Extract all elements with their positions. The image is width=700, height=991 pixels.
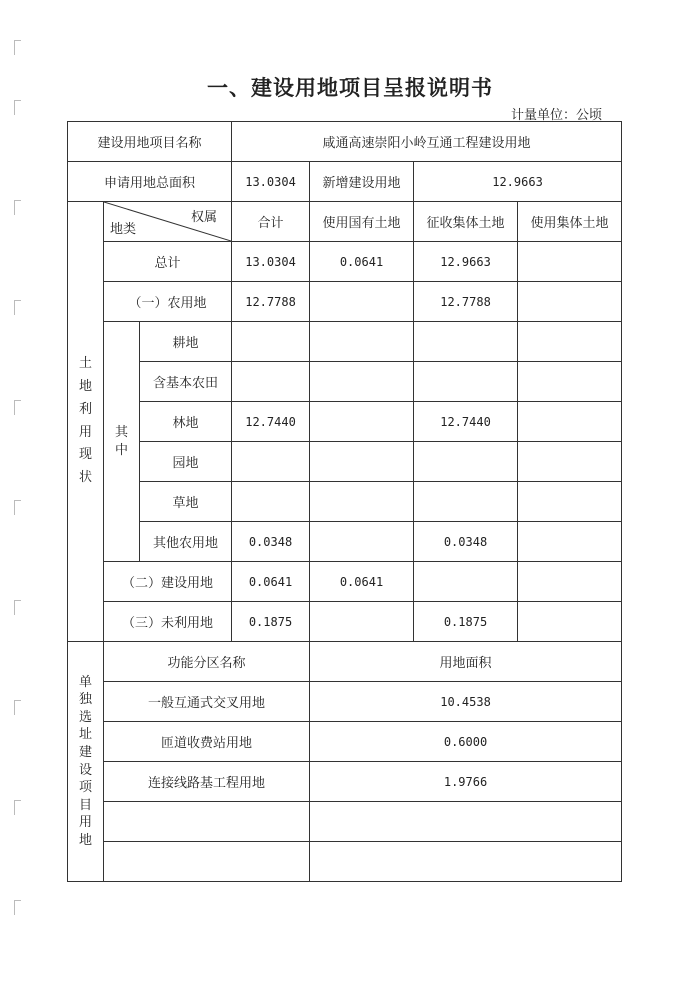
cell-collective-expropriated: 0.1875 (414, 602, 518, 642)
new-construction-label: 新增建设用地 (310, 162, 414, 202)
zone-area (310, 802, 622, 842)
zone-area: 0.6000 (310, 722, 622, 762)
table-row (68, 802, 622, 842)
document-title: 一、建设用地项目呈报说明书 (207, 76, 493, 100)
cell-total: 0.1875 (232, 602, 310, 642)
project-name-row (68, 122, 622, 162)
new-construction-value: 12.9663 (414, 162, 622, 202)
table-row (68, 282, 622, 322)
table-row (68, 762, 622, 802)
row-label: （一）农用地 (104, 282, 232, 322)
cell-state-owned (310, 482, 414, 522)
header-ownership-label: 权属 (191, 210, 218, 225)
table-row (68, 242, 622, 282)
cell-collective-used (518, 522, 622, 562)
cell-collective-expropriated (414, 442, 518, 482)
standalone-vertical-text: 单 独 选 址 建 设 项 目 用 地 (78, 674, 92, 848)
cell-collective-expropriated (414, 362, 518, 402)
cell-state-owned (310, 442, 414, 482)
cell-state-owned: 0.0641 (310, 242, 414, 282)
cell-collective-expropriated (414, 482, 518, 522)
cell-state-owned (310, 282, 414, 322)
row-label: （二）建设用地 (104, 562, 232, 602)
cell-total: 12.7440 (232, 402, 310, 442)
row-label: 耕地 (140, 322, 232, 362)
cell-collective-used (518, 322, 622, 362)
row-label: 总计 (104, 242, 232, 282)
header-diagonal-cell (104, 202, 232, 242)
table-row (68, 562, 622, 602)
row-label: 园地 (140, 442, 232, 482)
row-label: 草地 (140, 482, 232, 522)
total-area-row (68, 162, 622, 202)
table-row (68, 482, 622, 522)
table-row (68, 442, 622, 482)
cell-state-owned (310, 362, 414, 402)
function-zone-header: 功能分区名称 (104, 642, 310, 682)
cell-collective-used (518, 602, 622, 642)
header-landtype-label: 地类 (110, 222, 137, 237)
project-name-label: 建设用地项目名称 (68, 122, 232, 162)
cell-collective-expropriated (414, 562, 518, 602)
table-row (68, 722, 622, 762)
row-label: 含基本农田 (140, 362, 232, 402)
cell-collective-expropriated: 12.7788 (414, 282, 518, 322)
cell-collective-expropriated: 12.9663 (414, 242, 518, 282)
total-area-label: 申请用地总面积 (68, 162, 232, 202)
cell-total (232, 482, 310, 522)
cell-collective-expropriated (414, 322, 518, 362)
cell-state-owned (310, 602, 414, 642)
zone-name (104, 802, 310, 842)
table-row (68, 322, 622, 362)
project-name-value: 咸通高速崇阳小岭互通工程建设用地 (232, 122, 622, 162)
land-area-header: 用地面积 (310, 642, 622, 682)
cell-total (232, 322, 310, 362)
row-label: （三）未利用地 (104, 602, 232, 642)
table-row (68, 402, 622, 442)
table-row (68, 682, 622, 722)
cell-collective-used (518, 402, 622, 442)
zone-name: 一般互通式交叉用地 (104, 682, 310, 722)
binding-marks (14, 40, 22, 960)
cell-total: 12.7788 (232, 282, 310, 322)
zone-area (310, 842, 622, 882)
unit-label: 计量单位：公顷 (510, 108, 602, 123)
col-header-collective-expropriated: 征收集体土地 (414, 202, 518, 242)
cell-collective-used (518, 282, 622, 322)
col-header-state-owned: 使用国有土地 (310, 202, 414, 242)
standalone-section-label (68, 642, 104, 882)
cell-collective-used (518, 562, 622, 602)
cell-collective-expropriated: 12.7440 (414, 402, 518, 442)
land-use-vertical-text: 土 地 利 用 现 状 (78, 356, 92, 485)
cell-collective-expropriated: 0.0348 (414, 522, 518, 562)
qizhong-label (104, 322, 140, 562)
report-table (67, 121, 622, 882)
total-area-value: 13.0304 (232, 162, 310, 202)
row-label: 其他农用地 (140, 522, 232, 562)
cell-state-owned: 0.0641 (310, 562, 414, 602)
table-row (68, 362, 622, 402)
zone-area: 10.4538 (310, 682, 622, 722)
cell-collective-used (518, 482, 622, 522)
land-use-header-row (68, 202, 622, 242)
cell-total (232, 442, 310, 482)
cell-total (232, 362, 310, 402)
col-header-collective-used: 使用集体土地 (518, 202, 622, 242)
standalone-header-row (68, 642, 622, 682)
cell-collective-used (518, 362, 622, 402)
cell-state-owned (310, 522, 414, 562)
cell-total: 0.0348 (232, 522, 310, 562)
zone-name (104, 842, 310, 882)
land-use-section-label (68, 202, 104, 642)
row-label: 林地 (140, 402, 232, 442)
table-row (68, 602, 622, 642)
zone-name: 匝道收费站用地 (104, 722, 310, 762)
cell-collective-used (518, 442, 622, 482)
qizhong-vertical-text: 其 中 (114, 424, 128, 458)
col-header-total: 合计 (232, 202, 310, 242)
cell-state-owned (310, 322, 414, 362)
zone-area: 1.9766 (310, 762, 622, 802)
cell-total: 13.0304 (232, 242, 310, 282)
cell-state-owned (310, 402, 414, 442)
table-row (68, 522, 622, 562)
table-row (68, 842, 622, 882)
cell-total: 0.0641 (232, 562, 310, 602)
cell-collective-used (518, 242, 622, 282)
zone-name: 连接线路基工程用地 (104, 762, 310, 802)
